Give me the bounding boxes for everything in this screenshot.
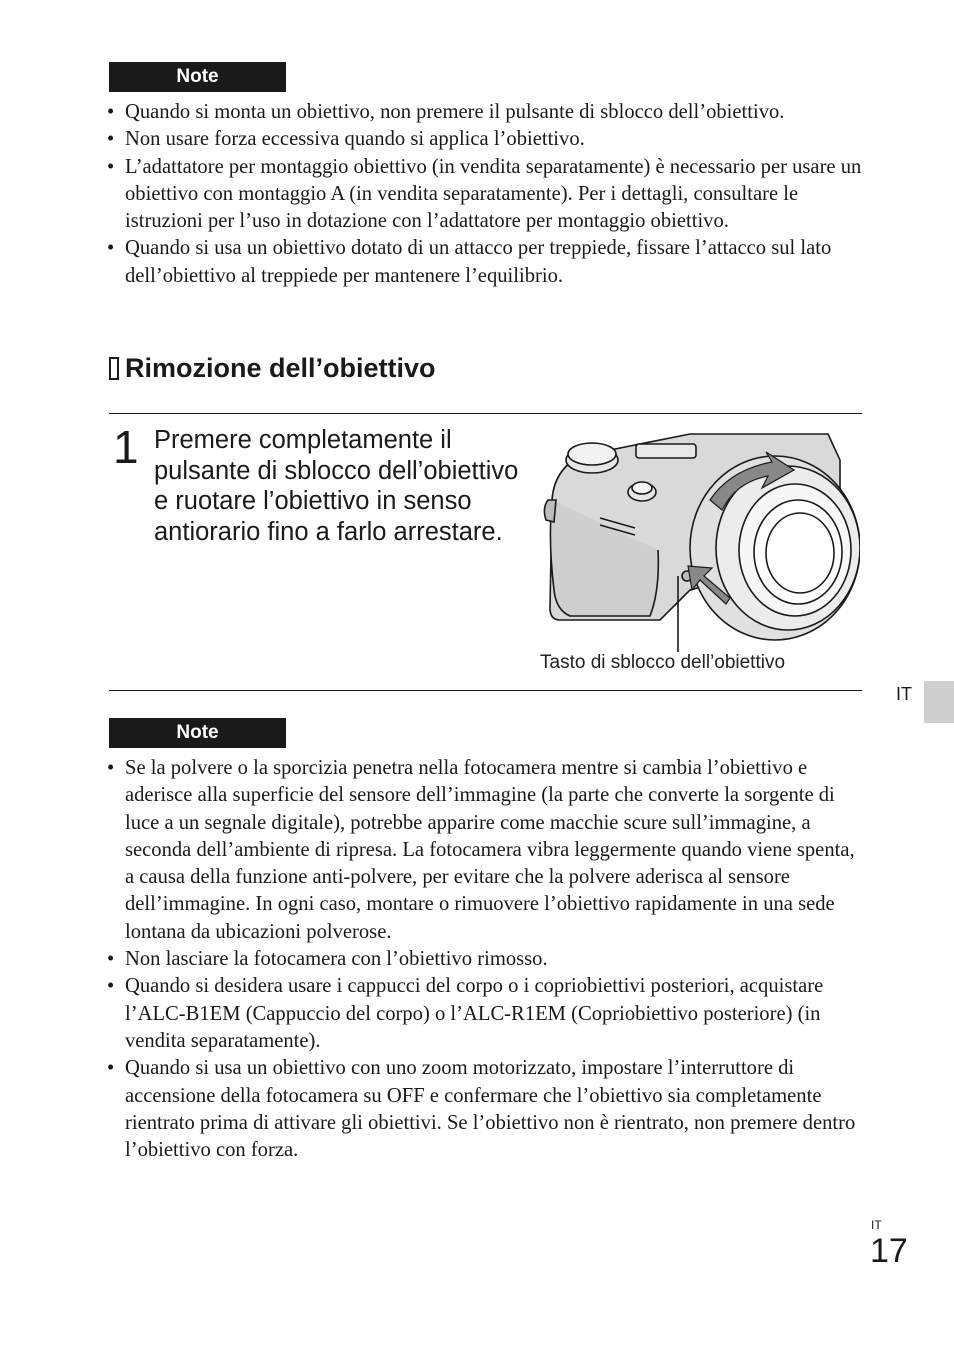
- list-item: • Quando si usa un obiettivo con uno zoom motorizzato, impostare l’interruttore di accensione della fotocamera su OFF e confermare che l’obiettivo sia completamente rientrato prima di attivare gli obiettivi. Se l’obiettivo non è rientrato, non premere dentro l’obiettivo con forza.: [107, 1057, 856, 1162]
- step-text: Premere completamente il pulsante di sblocco dell’obiettivo e ruotare l’obiettivo in senso antiorario fino a farlo arrestare.: [154, 426, 519, 546]
- list-item: • Se la polvere o la sporcizia penetra nella fotocamera mentre si cambia l’obiettivo e aderisce alla superficie del sensore dell’immagine (la parte che converte la sorgente di luce a un segnale digitale), potrebbe apparire come macchie scure sull’immagine, a seconda dell’ambiente di ripresa. La fotocamera vibra leggermente quando viene spenta, a causa della funzione anti-polvere, per evitare che la polvere aderisca al sensore dell’immagine. In ogni caso, montare o rimuovere l’obiettivo rapidamente in una sede lontana da ubicazioni polverose.: [107, 757, 855, 943]
- step-number: 1: [113, 421, 139, 473]
- bullet-icon: •: [107, 757, 115, 779]
- note-label: Note: [109, 718, 286, 748]
- note-label: Note: [109, 62, 286, 92]
- section-marker-icon: [109, 357, 119, 380]
- list-item: • Quando si usa un obiettivo dotato di un attacco per treppiede, fissare l’attacco sul lato dell’obiettivo al treppiede per mantenere l’equilibrio.: [107, 237, 832, 287]
- divider: [109, 413, 862, 414]
- list-item: • Non usare forza eccessiva quando si applica l’obiettivo.: [107, 126, 867, 153]
- bullet-icon: •: [107, 155, 115, 178]
- footer-language-label: IT: [871, 1218, 882, 1232]
- bullet-icon: •: [107, 948, 115, 971]
- bullet-icon: •: [107, 237, 115, 260]
- figure-caption: Tasto di sblocco dell’obiettivo: [540, 652, 786, 673]
- list-item: • L’adattatore per montaggio obiettivo (in vendita separatamente) è necessario per usare un obiettivo con montaggio A (in vendita separatamente). Per i dettagli, consultare le istruzioni per l’uso in dotazione con l’adattatore per montaggio obiettivo.: [107, 155, 862, 233]
- section-heading: [109, 351, 436, 385]
- divider: [109, 690, 862, 691]
- note-list: [107, 99, 867, 290]
- section-title: Rimozione dell’obiettivo: [125, 353, 436, 383]
- list-item: • Non lasciare la fotocamera con l’obiettivo rimosso.: [107, 946, 867, 973]
- list-item: • Quando si monta un obiettivo, non premere il pulsante di sblocco dell’obiettivo.: [107, 99, 867, 126]
- bullet-icon: •: [107, 975, 115, 998]
- bullet-icon: •: [107, 1057, 115, 1080]
- side-language-label: IT: [896, 684, 912, 704]
- page-number: 17: [870, 1232, 908, 1270]
- bullet-icon: •: [107, 128, 115, 151]
- list-item: • Quando si desidera usare i cappucci del corpo o i copriobiettivi posteriori, acquistare l’ALC-B1EM (Cappuccio del corpo) o l’ALC-R1EM (Copriobiettivo posteriore) (in vendita separatamente).: [107, 975, 824, 1052]
- bullet-icon: •: [107, 101, 115, 123]
- note-list: [107, 755, 867, 1164]
- side-tab-marker: [924, 681, 954, 723]
- camera-lens-removal-illustration: [540, 430, 860, 655]
